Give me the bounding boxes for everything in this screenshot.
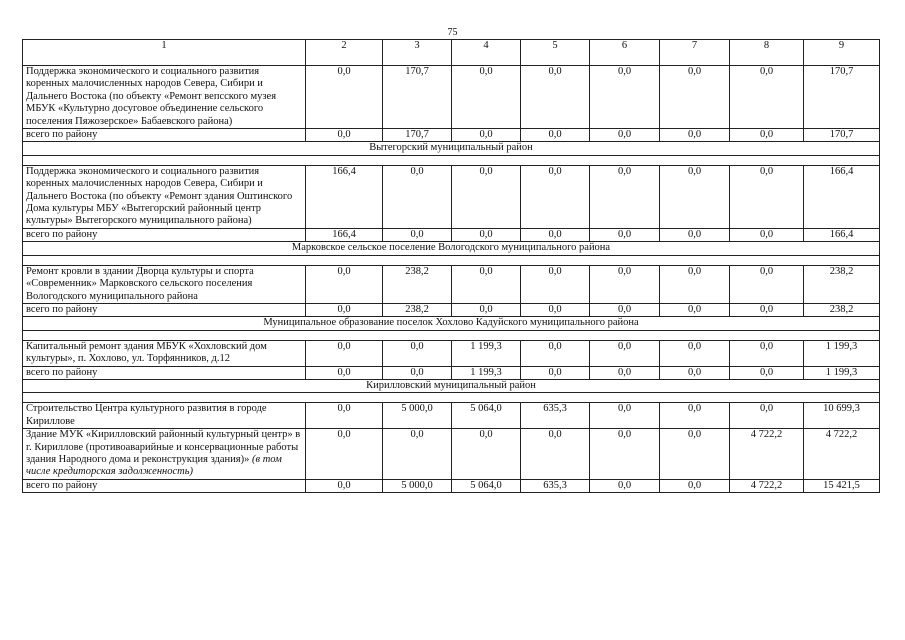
section-row [23,317,880,330]
spacer-row [23,330,880,340]
section-title: Вытегорский муниципальный район [23,142,880,155]
item-text: Строительство Центра культурного развития в городе Кириллове [26,403,267,427]
total-value: 15 421,5 [804,479,880,492]
value-cell: 238,2 [383,265,452,303]
total-value: 0,0 [452,303,521,316]
section-row [23,142,880,155]
column-header: 1 [23,40,306,66]
section-title: Марковское сельское поселение Вологодского муниципального района [23,242,880,255]
section-row [23,242,880,255]
total-value: 0,0 [730,129,804,142]
item-text: Поддержка экономического и социального развития коренных малочисленных народов Севера, Сибири и Дальнего Востока (по объекту «Ремонт здания Оштинского Дома культуры МБУ «Вытегорский районный центр культуры» Вытегорского муниципального района) [26,165,293,227]
total-value: 170,7 [804,129,880,142]
value-cell: 0,0 [306,66,383,129]
total-value: 0,0 [521,303,590,316]
total-value: 166,4 [306,228,383,241]
value-cell: 0,0 [521,265,590,303]
item-row [23,66,880,129]
value-cell: 0,0 [306,340,383,366]
total-value: 5 064,0 [452,479,521,492]
total-value: 0,0 [452,228,521,241]
total-value: 0,0 [383,366,452,379]
item-note: (в том числе кредиторская задолженность) [26,453,282,478]
value-cell: 0,0 [452,66,521,129]
value-cell: 0,0 [590,429,660,480]
value-cell: 238,2 [804,265,880,303]
section-row [23,379,880,392]
value-cell: 0,0 [452,265,521,303]
page-number: 75 [447,27,458,38]
value-cell: 0,0 [730,265,804,303]
value-cell: 0,0 [383,165,452,228]
value-cell: 0,0 [730,165,804,228]
total-value: 0,0 [306,303,383,316]
total-value: 0,0 [730,228,804,241]
value-cell: 0,0 [590,66,660,129]
total-value: 0,0 [590,303,660,316]
column-header: 5 [521,40,590,66]
total-value: 0,0 [306,479,383,492]
value-cell: 0,0 [660,429,730,480]
section-title: Кирилловский муниципальный район [23,379,880,392]
value-cell: 0,0 [730,403,804,429]
item-description [23,403,306,429]
value-cell: 1 199,3 [804,340,880,366]
value-cell: 0,0 [452,165,521,228]
column-header: 6 [590,40,660,66]
total-value: 0,0 [730,303,804,316]
value-cell: 5 064,0 [452,403,521,429]
total-value: 0,0 [590,129,660,142]
item-text: Капитальный ремонт здания МБУК «Хохловский дом культуры», п. Хохлово, ул. Торфянников, д.12 [26,340,267,365]
total-row [23,366,880,379]
value-cell: 0,0 [660,340,730,366]
item-text: Поддержка экономического и социального развития коренных малочисленных народов Севера, Сибири и Дальнего Востока (по объекту «Ремонт вепсского музея МБУК «Культурно досуговое объединение сельского поселения Пяжозерское» Бабаевского района) [26,66,277,127]
total-value: 0,0 [660,479,730,492]
spacer-cell [23,393,880,403]
total-value: 0,0 [383,228,452,241]
spacer-row [23,255,880,265]
value-cell: 0,0 [383,340,452,366]
item-description [23,340,306,366]
column-header: 7 [660,40,730,66]
total-value: 0,0 [306,129,383,142]
value-cell: 4 722,2 [804,429,880,480]
total-value: 5 000,0 [383,479,452,492]
total-value: 238,2 [383,303,452,316]
total-value: 0,0 [660,366,730,379]
total-value: 4 722,2 [730,479,804,492]
value-cell: 0,0 [521,66,590,129]
column-header: 2 [306,40,383,66]
total-value: 170,7 [383,129,452,142]
total-value: 0,0 [660,129,730,142]
value-cell: 0,0 [521,429,590,480]
value-cell: 0,0 [521,165,590,228]
value-cell: 0,0 [590,403,660,429]
value-cell: 0,0 [590,165,660,228]
total-label: всего по району [23,366,306,379]
total-value: 1 199,3 [804,366,880,379]
column-header: 3 [383,40,452,66]
total-label: всего по району [23,479,306,492]
total-row [23,129,880,142]
total-value: 635,3 [521,479,590,492]
spacer-cell [23,255,880,265]
total-value: 0,0 [521,129,590,142]
total-value: 0,0 [660,228,730,241]
total-value: 166,4 [804,228,880,241]
total-value: 1 199,3 [452,366,521,379]
item-row [23,165,880,228]
value-cell: 0,0 [730,66,804,129]
value-cell: 0,0 [383,429,452,480]
value-cell: 0,0 [306,265,383,303]
value-cell: 0,0 [660,265,730,303]
value-cell: 0,0 [306,429,383,480]
value-cell: 166,4 [306,165,383,228]
value-cell: 166,4 [804,165,880,228]
value-cell: 1 199,3 [452,340,521,366]
total-value: 0,0 [660,303,730,316]
item-row [23,403,880,429]
value-cell: 0,0 [590,265,660,303]
total-value: 0,0 [521,366,590,379]
value-cell: 4 722,2 [730,429,804,480]
column-header: 4 [452,40,521,66]
value-cell: 170,7 [804,66,880,129]
value-cell: 0,0 [660,165,730,228]
column-header: 8 [730,40,804,66]
total-row [23,479,880,492]
spacer-cell [23,330,880,340]
budget-table [22,39,880,493]
value-cell: 5 000,0 [383,403,452,429]
value-cell: 0,0 [521,340,590,366]
value-cell: 0,0 [306,403,383,429]
value-cell: 0,0 [660,403,730,429]
header-row [23,40,880,66]
item-text: Ремонт кровли в здании Дворца культуры и спорта «Современник» Марковского сельского поселения Вологодского муниципального района [26,265,254,302]
item-row [23,429,880,480]
total-value: 0,0 [306,366,383,379]
total-row [23,303,880,316]
value-cell: 0,0 [660,66,730,129]
value-cell: 170,7 [383,66,452,129]
value-cell: 0,0 [590,340,660,366]
total-value: 0,0 [452,129,521,142]
spacer-row [23,393,880,403]
value-cell: 10 699,3 [804,403,880,429]
total-value: 0,0 [730,366,804,379]
total-label: всего по району [23,303,306,316]
item-description [23,66,306,129]
total-value: 0,0 [590,228,660,241]
spacer-cell [23,155,880,165]
item-text: Здание МУК «Кирилловский районный культурный центр» в г. Кириллове (противоаварийные и консервационные работы здания Народного дома и реконструкция здания)» [26,429,301,465]
total-row [23,228,880,241]
item-description [23,429,306,480]
value-cell: 635,3 [521,403,590,429]
value-cell: 0,0 [730,340,804,366]
spacer-row [23,155,880,165]
section-title: Муниципальное образование поселок Хохлово Кадуйского муниципального района [23,317,880,330]
value-cell: 0,0 [452,429,521,480]
total-value: 238,2 [804,303,880,316]
item-description [23,265,306,303]
item-row [23,265,880,303]
total-value: 0,0 [590,366,660,379]
total-label: всего по району [23,129,306,142]
total-label: всего по району [23,228,306,241]
total-value: 0,0 [590,479,660,492]
item-description [23,165,306,228]
total-value: 0,0 [521,228,590,241]
item-row [23,340,880,366]
column-header: 9 [804,40,880,66]
